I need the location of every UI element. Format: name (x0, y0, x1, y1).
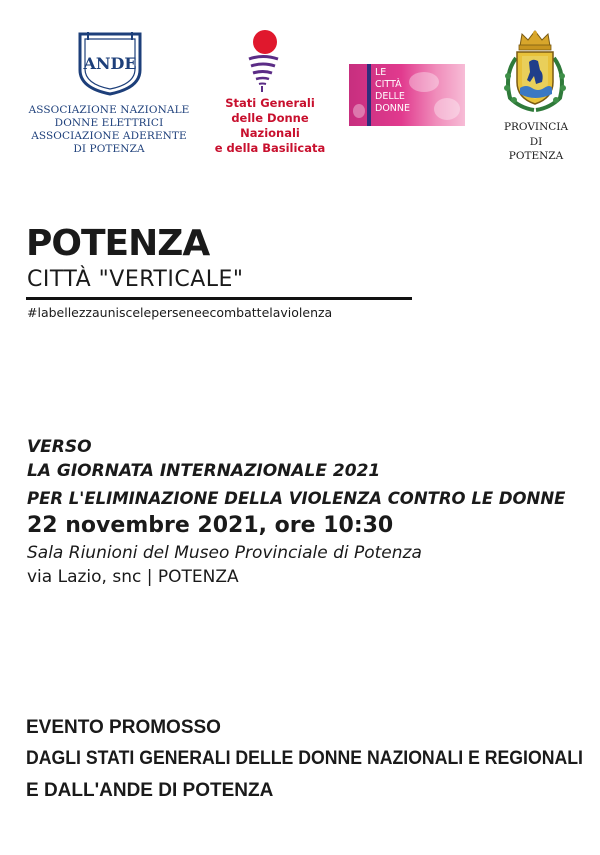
provincia-caption-line: POTENZA (508, 150, 564, 162)
event-line-verso: VERSO (27, 437, 92, 457)
stati-generali-caption-line: e della Basilicata (214, 141, 326, 155)
citta-delle-donne-line: LE (375, 67, 387, 78)
ande-caption-line: DONNE ELETTRICI (54, 117, 164, 129)
ande-caption-line: ASSOCIAZIONE ADERENTE (31, 130, 187, 142)
ande-caption-line: DI POTENZA (73, 143, 145, 155)
provincia-caption-line: DI (529, 135, 543, 148)
promoters-line-3: E DALL'ANDE DI POTENZA (26, 780, 274, 801)
promoters-line-2: DAGLI STATI GENERALI DELLE DONNE NAZIONALI E REGIONALI (26, 748, 583, 769)
provincia-caption-line: PROVINCIA (503, 121, 569, 133)
ande-mark: ANDE (83, 54, 137, 73)
page-subtitle: CITTÀ "VERTICALE" (27, 267, 244, 292)
provincia-crest-icon (500, 28, 570, 112)
citta-delle-donne-bar (367, 64, 371, 126)
provincia-caption (492, 120, 580, 164)
citta-delle-donne-logo (349, 64, 465, 126)
ande-caption-line: ASSOCIAZIONE NAZIONALE (28, 104, 190, 116)
promoters-line-1: EVENTO PROMOSSO (26, 717, 221, 738)
citta-delle-donne-line: DONNE (375, 103, 411, 114)
ande-caption (18, 104, 200, 156)
stati-generali-caption-line: Nazionali (240, 126, 300, 140)
decorative-fleck (353, 104, 365, 118)
stati-generali-caption (208, 96, 332, 156)
page-title: POTENZA (26, 223, 210, 264)
citta-delle-donne-text (375, 67, 455, 115)
stati-generali-logo-icon (240, 28, 286, 94)
citta-delle-donne-line: CITTÀ (375, 79, 402, 90)
title-divider (26, 297, 412, 300)
stati-generali-caption-line: delle Donne (231, 111, 309, 125)
event-venue: Sala Riunioni del Museo Provinciale di Potenza (27, 543, 422, 563)
event-line-eliminazione: PER L'ELIMINAZIONE DELLA VIOLENZA CONTRO LE DONNE (27, 489, 566, 509)
ande-logo-icon (78, 30, 142, 96)
stati-generali-caption-line: Stati Generali (225, 96, 315, 110)
citta-delle-donne-line: DELLE (375, 91, 405, 102)
event-address: via Lazio, snc | POTENZA (27, 567, 239, 587)
hashtag: #labellezzaunisceleperseneecombattelaviolenza (27, 305, 333, 320)
event-line-giornata: LA GIORNATA INTERNAZIONALE 2021 (27, 461, 381, 481)
event-date: 22 novembre 2021, ore 10:30 (27, 513, 394, 538)
